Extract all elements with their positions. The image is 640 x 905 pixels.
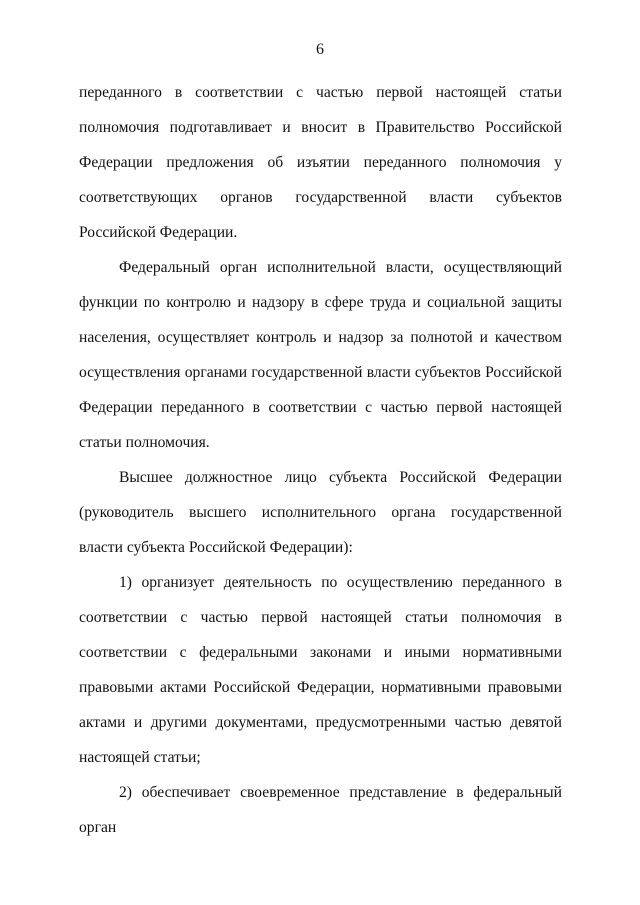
paragraph-highest-official: Высшее должностное лицо субъекта Российской Федерации (руководитель высшего исполнительного органа государственной власти субъекта Российской Федерации): bbox=[79, 469, 562, 556]
page-number: 6 bbox=[316, 41, 324, 58]
paragraph-continuation: переданного в соответствии с частью первой настоящей статьи полномочия подготавливает и вносит в Правительство Российской Федерации предложения об изъятии переданного полномочия у соответствующих органов государственной власти субъектов Российской Федерации. bbox=[79, 84, 562, 241]
paragraph-item-1: 1) организует деятельность по осуществлению переданного в соответствии с частью первой настоящей статьи полномочия в соответствии с федеральными законами и иными нормативными правовыми актами Российской Федерации, нормативными правовыми актами и другими документами, предусмотренными частью девятой настоящей статьи; bbox=[79, 574, 562, 766]
document-body bbox=[79, 75, 562, 845]
paragraph-federal-body-control: Федеральный орган исполнительной власти, осуществляющий функции по контролю и надзору в сфере труда и социальной защиты населения, осуществляет контроль и надзор за полнотой и качеством осуществления органами государственной власти субъектов Российской Федерации переданного в соответствии с частью первой настоящей статьи полномочия. bbox=[79, 259, 562, 451]
paragraph-item-2: 2) обеспечивает своевременное представление в федеральный орган bbox=[79, 784, 562, 836]
